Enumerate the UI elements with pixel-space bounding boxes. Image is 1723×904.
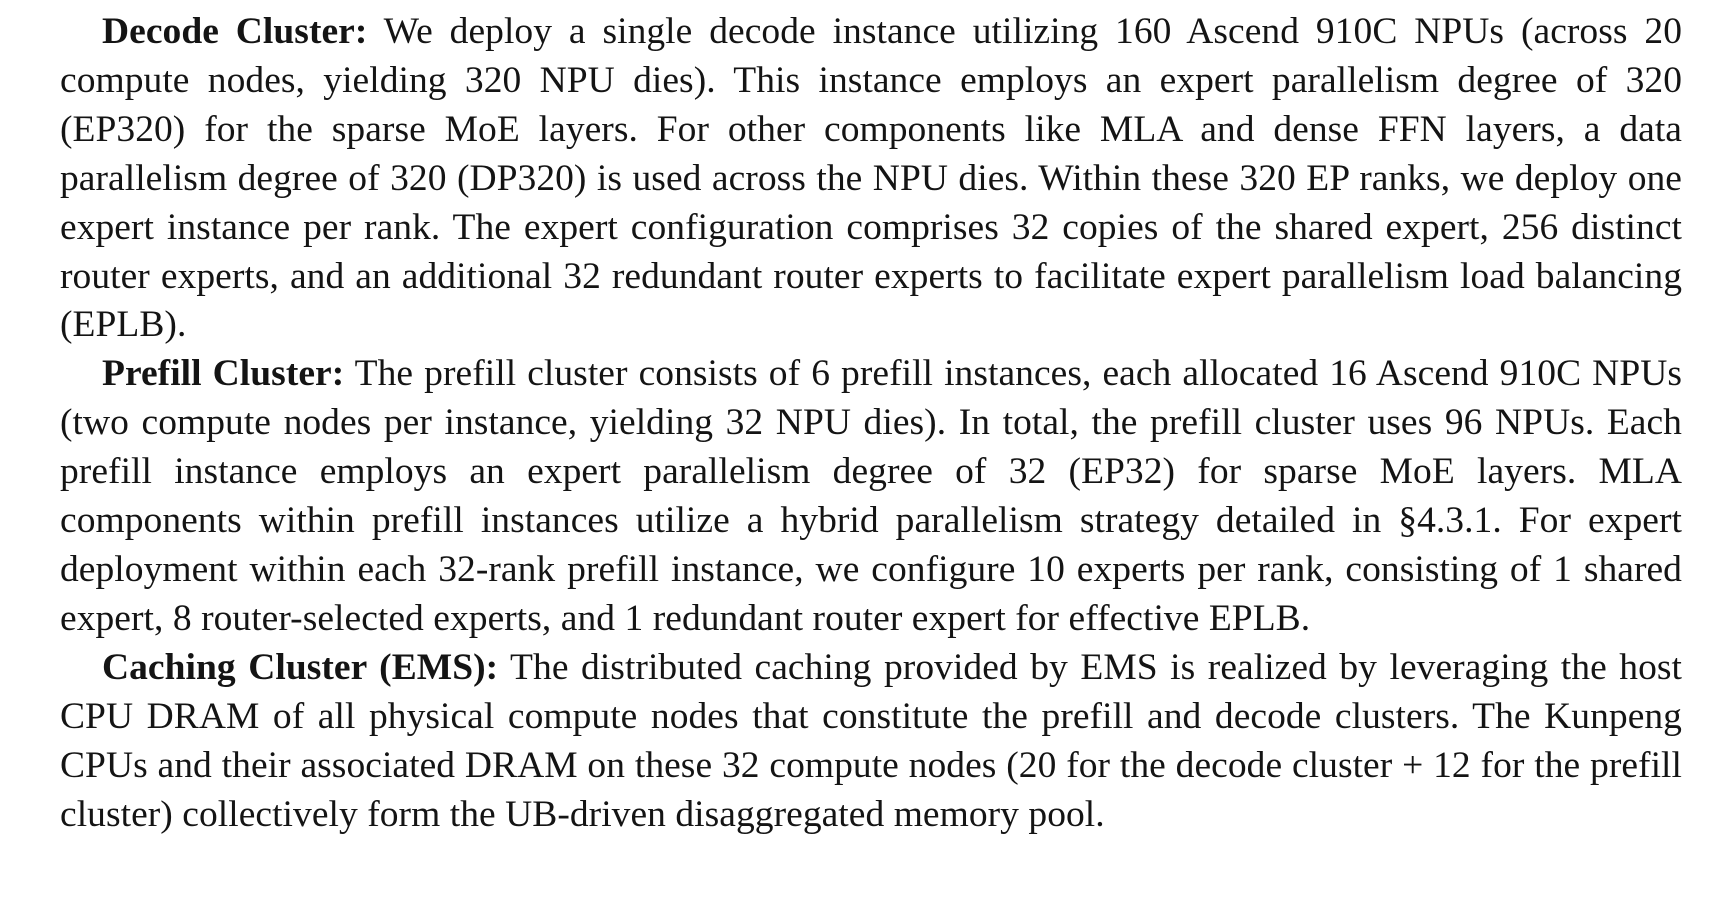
heading-caching-cluster: Caching Cluster (EMS):: [102, 646, 499, 688]
text-caching-cluster: The distributed caching provided by EMS is realized by leveraging the host CPU DRAM of all physical compute nodes that constitute the prefill and decode clusters. The Kunpeng CPUs and their associated DRAM on these 32 compute nodes (20 for the decode cluster + 12 for the prefill cluster) collectively form the UB-driven disaggregated memory pool.: [60, 646, 1683, 835]
text-decode-cluster: We deploy a single decode instance utilizing 160 Ascend 910C NPUs (across 20 compute nodes, yielding 320 NPU dies). This instance employs an expert parallelism degree of 320 (EP320) for the sparse MoE layers. For other components like MLA and dense FFN layers, a data parallelism degree of 320 (DP320) is used across the NPU dies. Within these 320 EP ranks, we deploy one expert instance per rank. The expert configuration comprises 32 copies of the shared expert, 256 distinct router experts, and an additional 32 redundant router experts to facilitate expert parallelism load balancing (EPLB).: [60, 11, 1682, 346]
text-prefill-cluster: The prefill cluster consists of 6 prefill instances, each allocated 16 Ascend 910C NPUs (two compute nodes per instance, yielding 32 NPU dies). In total, the prefill cluster uses 96 NPUs. Each prefill instance employs an expert parallelism degree of 32 (EP32) for sparse MoE layers. MLA components within prefill instances utilize a hybrid parallelism strategy detailed in §4.3.1. For expert deployment within each 32-rank prefill instance, we configure 10 experts per rank, consisting of 1 shared expert, 8 router-selected experts, and 1 redundant router expert for effective EPLB.: [60, 353, 1682, 639]
paragraph-prefill-cluster: [60, 350, 1682, 643]
paragraph-decode-cluster: [60, 8, 1682, 350]
heading-decode-cluster: Decode Cluster:: [102, 11, 368, 52]
heading-prefill-cluster: Prefill Cluster:: [102, 353, 345, 395]
paragraph-caching-cluster: [60, 644, 1682, 840]
document-body: [60, 8, 1682, 839]
